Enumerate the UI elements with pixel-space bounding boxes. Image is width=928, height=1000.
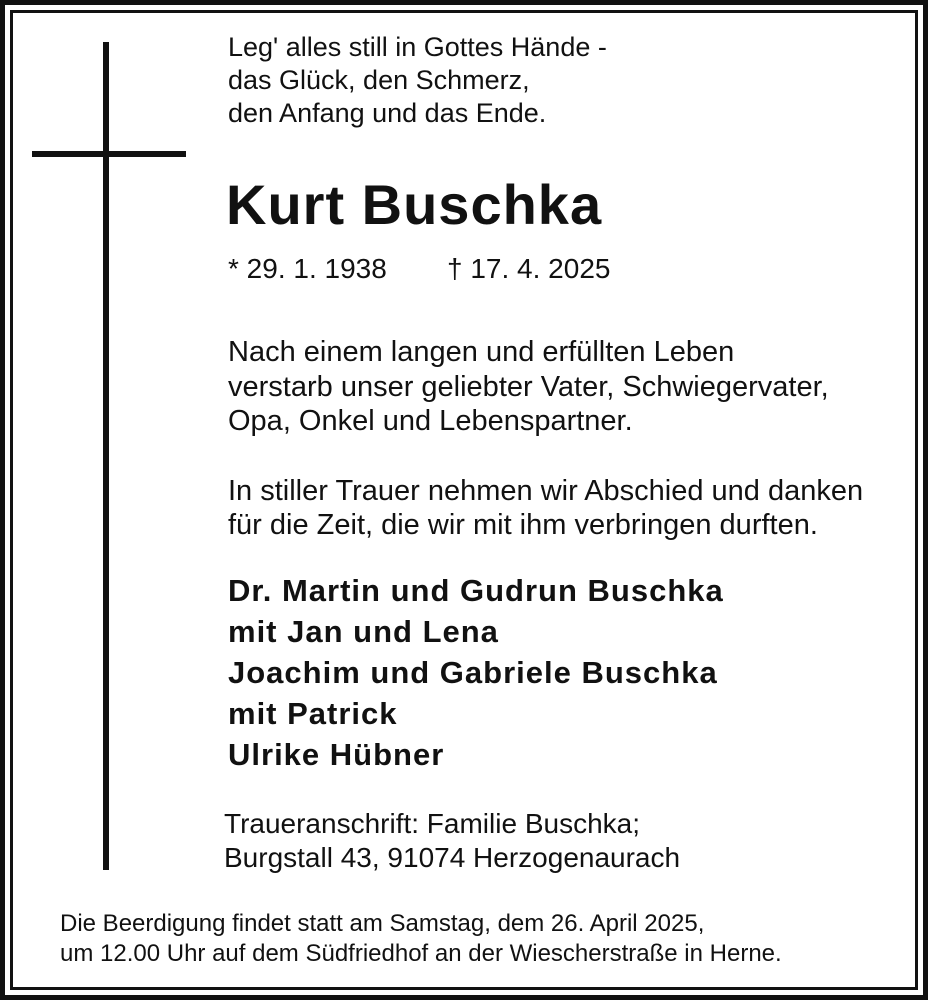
poem-line-1: Leg' alles still in Gottes Hände - xyxy=(228,32,607,62)
mourner-line-5: Ulrike Hübner xyxy=(228,737,445,772)
gratitude-line-1: In stiller Trauer nehmen wir Abschied und danken xyxy=(228,475,864,507)
mourner-line-1: Dr. Martin und Gudrun Buschka xyxy=(228,573,724,608)
funeral-line-2: um 12.00 Uhr auf dem Südfriedhof an der Wiescherstraße in Herne. xyxy=(60,940,782,967)
poem-line-3: den Anfang und das Ende. xyxy=(228,98,547,128)
announcement-line-3: Opa, Onkel und Lebenspartner. xyxy=(228,405,633,437)
mourner-line-2: mit Jan und Lena xyxy=(228,614,499,649)
address-line-1: Traueranschrift: Familie Buschka; xyxy=(224,808,640,839)
birth-date: * 29. 1. 1938 xyxy=(228,253,387,284)
announcement-line-2: verstarb unser geliebter Vater, Schwiegervater, xyxy=(228,371,829,403)
gratitude-line-2: für die Zeit, die wir mit ihm verbringen durften. xyxy=(228,509,818,541)
mourner-line-4: mit Patrick xyxy=(228,696,398,731)
cross-icon-horizontal-bar xyxy=(32,151,186,157)
funeral-line-1: Die Beerdigung findet statt am Samstag, dem 26. April 2025, xyxy=(60,910,705,937)
cross-icon-vertical-bar xyxy=(103,42,109,870)
mourner-line-3: Joachim und Gabriele Buschka xyxy=(228,655,718,690)
death-date: † 17. 4. 2025 xyxy=(447,253,611,284)
address-line-2: Burgstall 43, 91074 Herzogenaurach xyxy=(224,842,681,873)
poem-line-2: das Glück, den Schmerz, xyxy=(228,65,530,95)
announcement-line-1: Nach einem langen und erfüllten Leben xyxy=(228,336,735,368)
deceased-name: Kurt Buschka xyxy=(226,173,603,236)
